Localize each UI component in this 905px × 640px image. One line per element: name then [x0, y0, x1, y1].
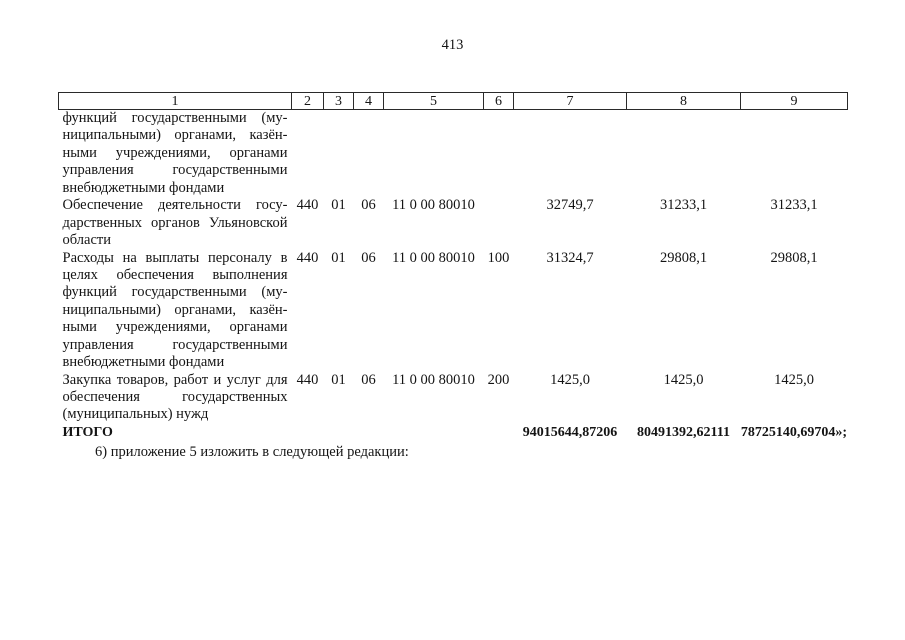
expense-type-code-cell: [484, 110, 514, 198]
amount-year-1-cell: 31324,7: [546, 249, 594, 266]
expense-name-line: Обеспечение деятельности госу-: [62, 197, 288, 214]
expense-name-cell: [59, 250, 292, 372]
total-ministry-code-cell: [292, 424, 324, 441]
column-number-2: 2: [292, 93, 324, 110]
amount-year-1-cell: 1425,0: [550, 371, 590, 388]
target-article-code-cell: [384, 110, 484, 198]
amount-year-1-cell: [514, 110, 627, 198]
expense-name-line: дарственных органов Ульяновской: [62, 214, 288, 231]
expense-name-line: (муниципальных) нужд: [62, 406, 209, 423]
column-number-7: 7: [514, 93, 627, 110]
expense-name-line: управления государственными: [62, 162, 288, 179]
table-row: [59, 250, 848, 372]
expense-name-line: функций государственными (му-: [62, 284, 288, 301]
expense-name-line: области: [62, 232, 111, 249]
amount-year-3-cell: 29808,1: [770, 249, 818, 266]
subsection-code-cell: 06: [361, 249, 376, 266]
section-code-cell: 01: [331, 249, 346, 266]
column-number-6: 6: [484, 93, 514, 110]
expense-name-line: внебюджетными фондами: [62, 179, 225, 196]
expense-name-line: ными учреждениями, органами: [62, 144, 288, 161]
amount-year-3-cell: 1425,0: [774, 371, 814, 388]
amount-year-2-cell: 1425,0: [663, 371, 704, 388]
ministry-code-cell: 440: [296, 197, 319, 214]
expense-name-line: управления государственными: [62, 336, 288, 353]
subsection-code-cell: [354, 110, 384, 198]
total-amount-year-1-cell: 94015644,87206: [522, 424, 618, 440]
column-number-4: 4: [354, 93, 384, 110]
total-amount-year-3-cell: 78725140,69704»;: [740, 424, 848, 440]
column-number-9: 9: [741, 93, 848, 110]
amount-year-2-cell: 31233,1: [659, 197, 708, 214]
expense-name-line: обеспечения государственных: [62, 389, 288, 405]
column-number-3: 3: [324, 93, 354, 110]
target-article-code-cell: 11 0 00 80010: [392, 197, 475, 214]
total-expense-type-code-cell: [484, 424, 514, 441]
column-number-1: 1: [59, 93, 292, 110]
column-number-5: 5: [384, 93, 484, 110]
expense-name-line: ниципальными) органами, казён-: [62, 127, 288, 144]
expense-type-code-cell: 100: [487, 249, 510, 266]
expense-type-code-cell: 200: [487, 371, 510, 388]
column-number-8: 8: [627, 93, 741, 110]
amount-year-3-cell: [741, 110, 848, 198]
amount-year-1-cell: 32749,7: [546, 197, 594, 214]
page-number: 413: [441, 37, 464, 53]
subsection-code-cell: 06: [361, 371, 376, 388]
total-target-article-code-cell: [384, 424, 484, 441]
expense-name-line: Закупка товаров, работ и услуг для: [62, 371, 288, 388]
table-header-row: [59, 93, 848, 110]
expense-name-cell: [59, 372, 292, 424]
ministry-code-cell: 440: [296, 249, 319, 266]
expense-name-line: ными учреждениями, органами: [62, 319, 288, 336]
table-row: [59, 372, 848, 424]
total-amount-year-2-cell: 80491392,62111: [637, 424, 730, 440]
expense-name-cell: [59, 110, 292, 198]
expense-name-line: ниципальными) органами, казён-: [62, 301, 288, 318]
table-body: [59, 110, 848, 442]
total-section-code-cell: [324, 424, 354, 441]
budget-table: [58, 92, 848, 441]
expense-name-cell: [59, 197, 292, 249]
target-article-code-cell: 11 0 00 80010: [392, 249, 475, 266]
total-label: ИТОГО: [62, 424, 113, 440]
section-code-cell: [324, 110, 354, 198]
expense-name-line: Расходы на выплаты персоналу в: [62, 249, 288, 266]
ministry-code-cell: 440: [296, 371, 319, 388]
subsection-code-cell: 06: [361, 197, 376, 214]
amount-year-3-cell: 31233,1: [770, 197, 818, 214]
total-subsection-code-cell: [354, 424, 384, 441]
expense-name-line: внебюджетными фондами: [62, 354, 225, 371]
expense-type-code-cell: [484, 197, 514, 249]
target-article-code-cell: 11 0 00 80010: [392, 371, 475, 388]
section-code-cell: 01: [331, 197, 346, 214]
expense-name-line: целях обеспечения выполнения: [62, 266, 288, 283]
amendment-text: 6) приложение 5 изложить в следующей редакции:: [95, 444, 409, 460]
amount-year-2-cell: 29808,1: [659, 249, 708, 266]
table-row: [59, 110, 848, 198]
section-code-cell: 01: [331, 371, 346, 388]
ministry-code-cell: [292, 110, 324, 198]
amount-year-2-cell: [627, 110, 741, 198]
table-row: [59, 197, 848, 249]
expense-name-line: функций государственными (му-: [62, 110, 288, 126]
total-row: [59, 424, 848, 441]
